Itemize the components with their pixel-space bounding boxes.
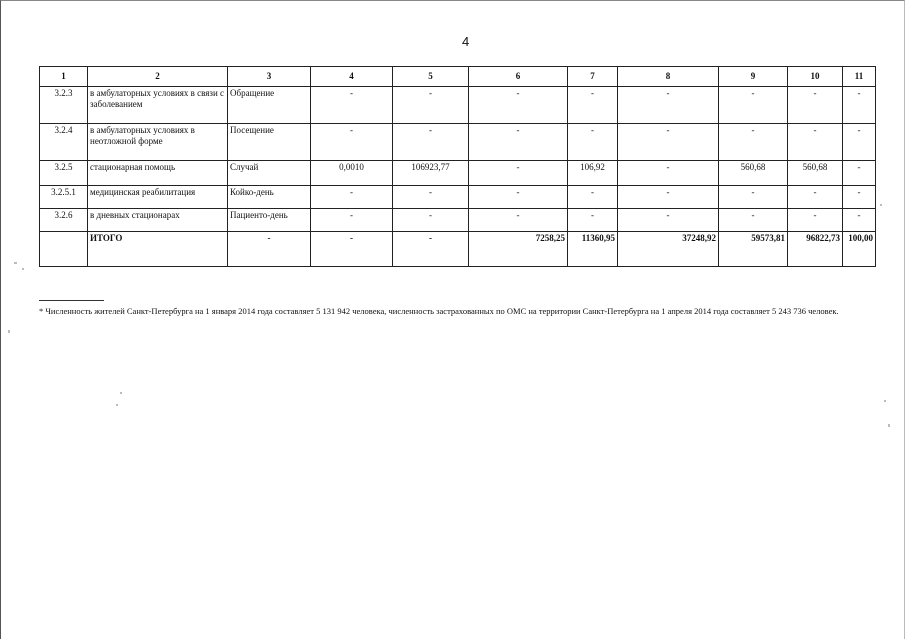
cell-col8: - bbox=[618, 124, 719, 161]
cell-col5: - bbox=[393, 124, 469, 161]
cell-col7: 106,92 bbox=[568, 161, 618, 186]
row-unit: Обращение bbox=[228, 87, 311, 124]
total-col11: 100,00 bbox=[843, 232, 876, 267]
cell-col8: - bbox=[618, 209, 719, 232]
scan-artifact bbox=[884, 400, 886, 402]
cell-col4: - bbox=[311, 87, 393, 124]
cell-col6: - bbox=[469, 124, 568, 161]
cell-col9: - bbox=[719, 87, 788, 124]
cell-col11: - bbox=[843, 186, 876, 209]
total-row bbox=[40, 232, 876, 267]
footnote: * Численность жителей Санкт-Петербурга на 1 января 2014 года составляет 5 131 942 человека, численность застрахованных по ОМС на территории Санкт-Петербурга на 1 апреля 2014 года составляет 5 243 736 человек. bbox=[39, 306, 839, 316]
cell-col8: - bbox=[618, 161, 719, 186]
header-cell: 5 bbox=[393, 67, 469, 87]
row-name: в дневных стационарах bbox=[88, 209, 228, 232]
table-row bbox=[40, 209, 876, 232]
total-col4: - bbox=[311, 232, 393, 267]
cell-col7: - bbox=[568, 87, 618, 124]
total-col5: - bbox=[393, 232, 469, 267]
table-row bbox=[40, 186, 876, 209]
scan-artifact bbox=[120, 392, 122, 394]
footnote-divider bbox=[39, 300, 104, 301]
cell-col7: - bbox=[568, 209, 618, 232]
cell-col10: - bbox=[788, 186, 843, 209]
row-name: стационарная помощь bbox=[88, 161, 228, 186]
row-code: 3.2.6 bbox=[40, 209, 88, 232]
row-unit: Койко-день bbox=[228, 186, 311, 209]
cell-col11: - bbox=[843, 161, 876, 186]
scan-artifact bbox=[22, 268, 24, 270]
cell-col9: - bbox=[719, 209, 788, 232]
table-row bbox=[40, 87, 876, 124]
row-name: в амбулаторных условиях в неотложной форме bbox=[88, 124, 228, 161]
page-number: 4 bbox=[462, 34, 470, 49]
header-cell: 1 bbox=[40, 67, 88, 87]
total-col6: 7258,25 bbox=[469, 232, 568, 267]
cell-col5: - bbox=[393, 87, 469, 124]
cell-col8: - bbox=[618, 186, 719, 209]
header-cell: 6 bbox=[469, 67, 568, 87]
total-label: ИТОГО bbox=[88, 232, 228, 267]
cell-col6: - bbox=[469, 209, 568, 232]
cell-col11: - bbox=[843, 209, 876, 232]
header-cell: 3 bbox=[228, 67, 311, 87]
cell-col4: 0,0010 bbox=[311, 161, 393, 186]
total-unit: - bbox=[228, 232, 311, 267]
row-code: 3.2.3 bbox=[40, 87, 88, 124]
row-name: медицинская реабилитация bbox=[88, 186, 228, 209]
cell-col4: - bbox=[311, 124, 393, 161]
row-code: 3.2.4 bbox=[40, 124, 88, 161]
total-col7: 11360,95 bbox=[568, 232, 618, 267]
row-name: в амбулаторных условиях в связи с заболеванием bbox=[88, 87, 228, 124]
cell-col10: - bbox=[788, 124, 843, 161]
cell-col6: - bbox=[469, 87, 568, 124]
cell-col11: - bbox=[843, 124, 876, 161]
total-code bbox=[40, 232, 88, 267]
cell-col5: - bbox=[393, 186, 469, 209]
data-table bbox=[39, 66, 876, 267]
header-cell: 7 bbox=[568, 67, 618, 87]
header-cell: 10 bbox=[788, 67, 843, 87]
cell-col6: - bbox=[469, 186, 568, 209]
header-row bbox=[40, 67, 876, 87]
total-col9: 59573,81 bbox=[719, 232, 788, 267]
row-unit: Посещение bbox=[228, 124, 311, 161]
cell-col10: - bbox=[788, 209, 843, 232]
table-row bbox=[40, 124, 876, 161]
scan-artifact bbox=[888, 424, 890, 427]
scan-artifact bbox=[116, 404, 118, 406]
header-cell: 11 bbox=[843, 67, 876, 87]
cell-col7: - bbox=[568, 124, 618, 161]
cell-col4: - bbox=[311, 209, 393, 232]
row-code: 3.2.5 bbox=[40, 161, 88, 186]
cell-col11: - bbox=[843, 87, 876, 124]
cell-col7: - bbox=[568, 186, 618, 209]
cell-col6: - bbox=[469, 161, 568, 186]
table-row bbox=[40, 161, 876, 186]
total-col8: 37248,92 bbox=[618, 232, 719, 267]
row-code: 3.2.5.1 bbox=[40, 186, 88, 209]
cell-col5: 106923,77 bbox=[393, 161, 469, 186]
cell-col10: - bbox=[788, 87, 843, 124]
cell-col9: - bbox=[719, 124, 788, 161]
scan-artifact bbox=[880, 204, 882, 206]
cell-col10: 560,68 bbox=[788, 161, 843, 186]
cell-col8: - bbox=[618, 87, 719, 124]
cell-col9: - bbox=[719, 186, 788, 209]
header-cell: 9 bbox=[719, 67, 788, 87]
cell-col9: 560,68 bbox=[719, 161, 788, 186]
header-cell: 4 bbox=[311, 67, 393, 87]
total-col10: 96822,73 bbox=[788, 232, 843, 267]
cell-col5: - bbox=[393, 209, 469, 232]
header-cell: 8 bbox=[618, 67, 719, 87]
scan-artifact bbox=[8, 330, 10, 333]
scan-artifact bbox=[14, 262, 17, 264]
row-unit: Случай bbox=[228, 161, 311, 186]
cell-col4: - bbox=[311, 186, 393, 209]
header-cell: 2 bbox=[88, 67, 228, 87]
row-unit: Пациенто-день bbox=[228, 209, 311, 232]
